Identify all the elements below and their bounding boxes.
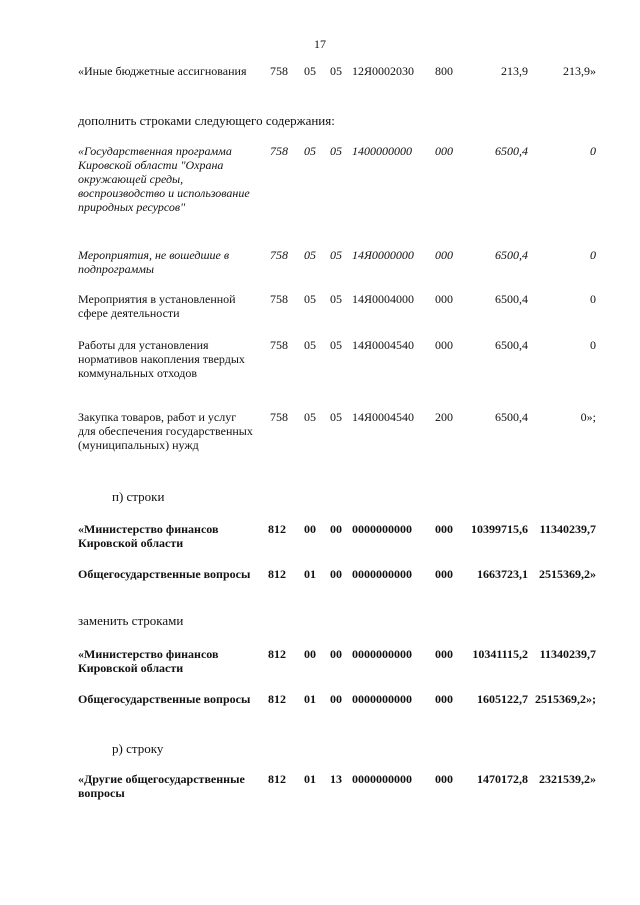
cell-sum-2: 0 <box>590 144 596 158</box>
cell-cs: 0000000000 <box>352 692 412 706</box>
row-name: «Государственная программа Кировской области "Охрана окружающей среды, воспроизводство и использование природных ресурсов" <box>78 144 250 214</box>
cell-gr: 758 <box>270 410 288 424</box>
cell-rz: 05 <box>304 248 316 262</box>
cell-cs: 0000000000 <box>352 772 412 786</box>
cell-sum-2: 0 <box>590 292 596 306</box>
cell-cs: 0000000000 <box>352 522 412 536</box>
cell-sum-2: 0 <box>590 248 596 262</box>
row-name: Общегосударственные вопросы <box>78 567 251 581</box>
row-name: Закупка товаров, работ и услуг для обеспечения государственных (муниципальных) нужд <box>78 410 253 452</box>
cell-rz: 00 <box>304 522 316 536</box>
cell-pr: 05 <box>330 410 342 424</box>
heading-add-rows: дополнить строками следующего содержания: <box>78 113 335 128</box>
cell-pr: 13 <box>330 772 342 786</box>
cell-pr: 00 <box>330 692 342 706</box>
cell-cs: 0000000000 <box>352 647 412 661</box>
cell-gr: 812 <box>268 772 286 786</box>
cell-vr: 000 <box>435 144 453 158</box>
row-name: Общегосударственные вопросы <box>78 692 251 706</box>
cell-pr: 05 <box>330 248 342 262</box>
cell-pr: 05 <box>330 64 342 78</box>
cell-cs: 14Я0004540 <box>352 410 415 424</box>
cell-sum-1: 10341115,2 <box>472 647 528 661</box>
cell-sum-2: 11340239,7 <box>539 522 596 536</box>
cell-gr: 758 <box>270 338 288 352</box>
cell-vr: 000 <box>435 522 453 536</box>
heading-section-p: п) строки <box>112 489 165 504</box>
cell-rz: 00 <box>304 647 316 661</box>
cell-vr: 000 <box>435 567 453 581</box>
cell-pr: 05 <box>330 338 342 352</box>
cell-vr: 800 <box>435 64 453 78</box>
cell-sum-2: 2515369,2»; <box>535 692 596 706</box>
page-number: 17 <box>314 37 326 51</box>
cell-sum-1: 6500,4 <box>495 144 528 158</box>
cell-rz: 05 <box>304 292 316 306</box>
cell-sum-1: 10399715,6 <box>471 522 528 536</box>
cell-sum-1: 6500,4 <box>495 292 528 306</box>
row-name: Работы для установления нормативов накопления твердых коммунальных отходов <box>78 338 245 380</box>
cell-vr: 000 <box>435 338 453 352</box>
cell-cs: 14Я0004540 <box>352 338 415 352</box>
cell-gr: 812 <box>268 692 286 706</box>
cell-sum-1: 1470172,8 <box>477 772 528 786</box>
cell-vr: 200 <box>435 410 453 424</box>
cell-sum-2: 0 <box>590 338 596 352</box>
cell-rz: 05 <box>304 338 316 352</box>
cell-rz: 05 <box>304 144 316 158</box>
cell-sum-1: 1663723,1 <box>477 567 528 581</box>
cell-vr: 000 <box>435 647 453 661</box>
cell-rz: 05 <box>304 64 316 78</box>
cell-sum-1: 6500,4 <box>495 248 528 262</box>
cell-vr: 000 <box>435 248 453 262</box>
cell-sum-1: 6500,4 <box>495 410 528 424</box>
cell-rz: 05 <box>304 410 316 424</box>
row-name: «Иные бюджетные ассигнования <box>78 64 247 78</box>
cell-pr: 00 <box>330 567 342 581</box>
cell-rz: 01 <box>304 692 316 706</box>
cell-pr: 05 <box>330 144 342 158</box>
cell-gr: 758 <box>270 144 288 158</box>
cell-vr: 000 <box>435 772 453 786</box>
cell-rz: 01 <box>304 772 316 786</box>
cell-gr: 812 <box>268 647 286 661</box>
cell-sum-1: 213,9 <box>501 64 528 78</box>
row-name: «Министерство финансов Кировской области <box>78 647 219 675</box>
cell-vr: 000 <box>435 292 453 306</box>
cell-cs: 12Я0002030 <box>352 64 415 78</box>
heading-replace-rows: заменить строками <box>78 613 184 628</box>
cell-sum-1: 6500,4 <box>495 338 528 352</box>
row-name: «Другие общегосударственные вопросы <box>78 772 245 800</box>
cell-pr: 00 <box>330 647 342 661</box>
cell-gr: 812 <box>268 522 286 536</box>
cell-gr: 758 <box>270 292 288 306</box>
cell-gr: 758 <box>270 248 288 262</box>
cell-sum-2: 213,9» <box>563 64 596 78</box>
cell-cs: 14Я0004000 <box>352 292 415 306</box>
cell-sum-2: 11340239,7 <box>539 647 596 661</box>
row-name: Мероприятия в установленной сфере деятельности <box>78 292 236 320</box>
cell-vr: 000 <box>435 692 453 706</box>
cell-rz: 01 <box>304 567 316 581</box>
cell-sum-2: 2515369,2» <box>539 567 596 581</box>
cell-sum-2: 2321539,2» <box>539 772 596 786</box>
cell-pr: 00 <box>330 522 342 536</box>
cell-gr: 758 <box>270 64 288 78</box>
heading-section-r: р) строку <box>112 741 164 756</box>
cell-pr: 05 <box>330 292 342 306</box>
row-name: «Министерство финансов Кировской области <box>78 522 219 550</box>
cell-cs: 14Я0000000 <box>352 248 414 262</box>
row-name: Мероприятия, не вошедшие в подпрограммы <box>78 248 230 276</box>
cell-sum-1: 1605122,7 <box>477 692 528 706</box>
cell-cs: 1400000000 <box>352 144 412 158</box>
cell-cs: 0000000000 <box>352 567 412 581</box>
cell-gr: 812 <box>268 567 286 581</box>
cell-sum-2: 0»; <box>580 410 596 424</box>
